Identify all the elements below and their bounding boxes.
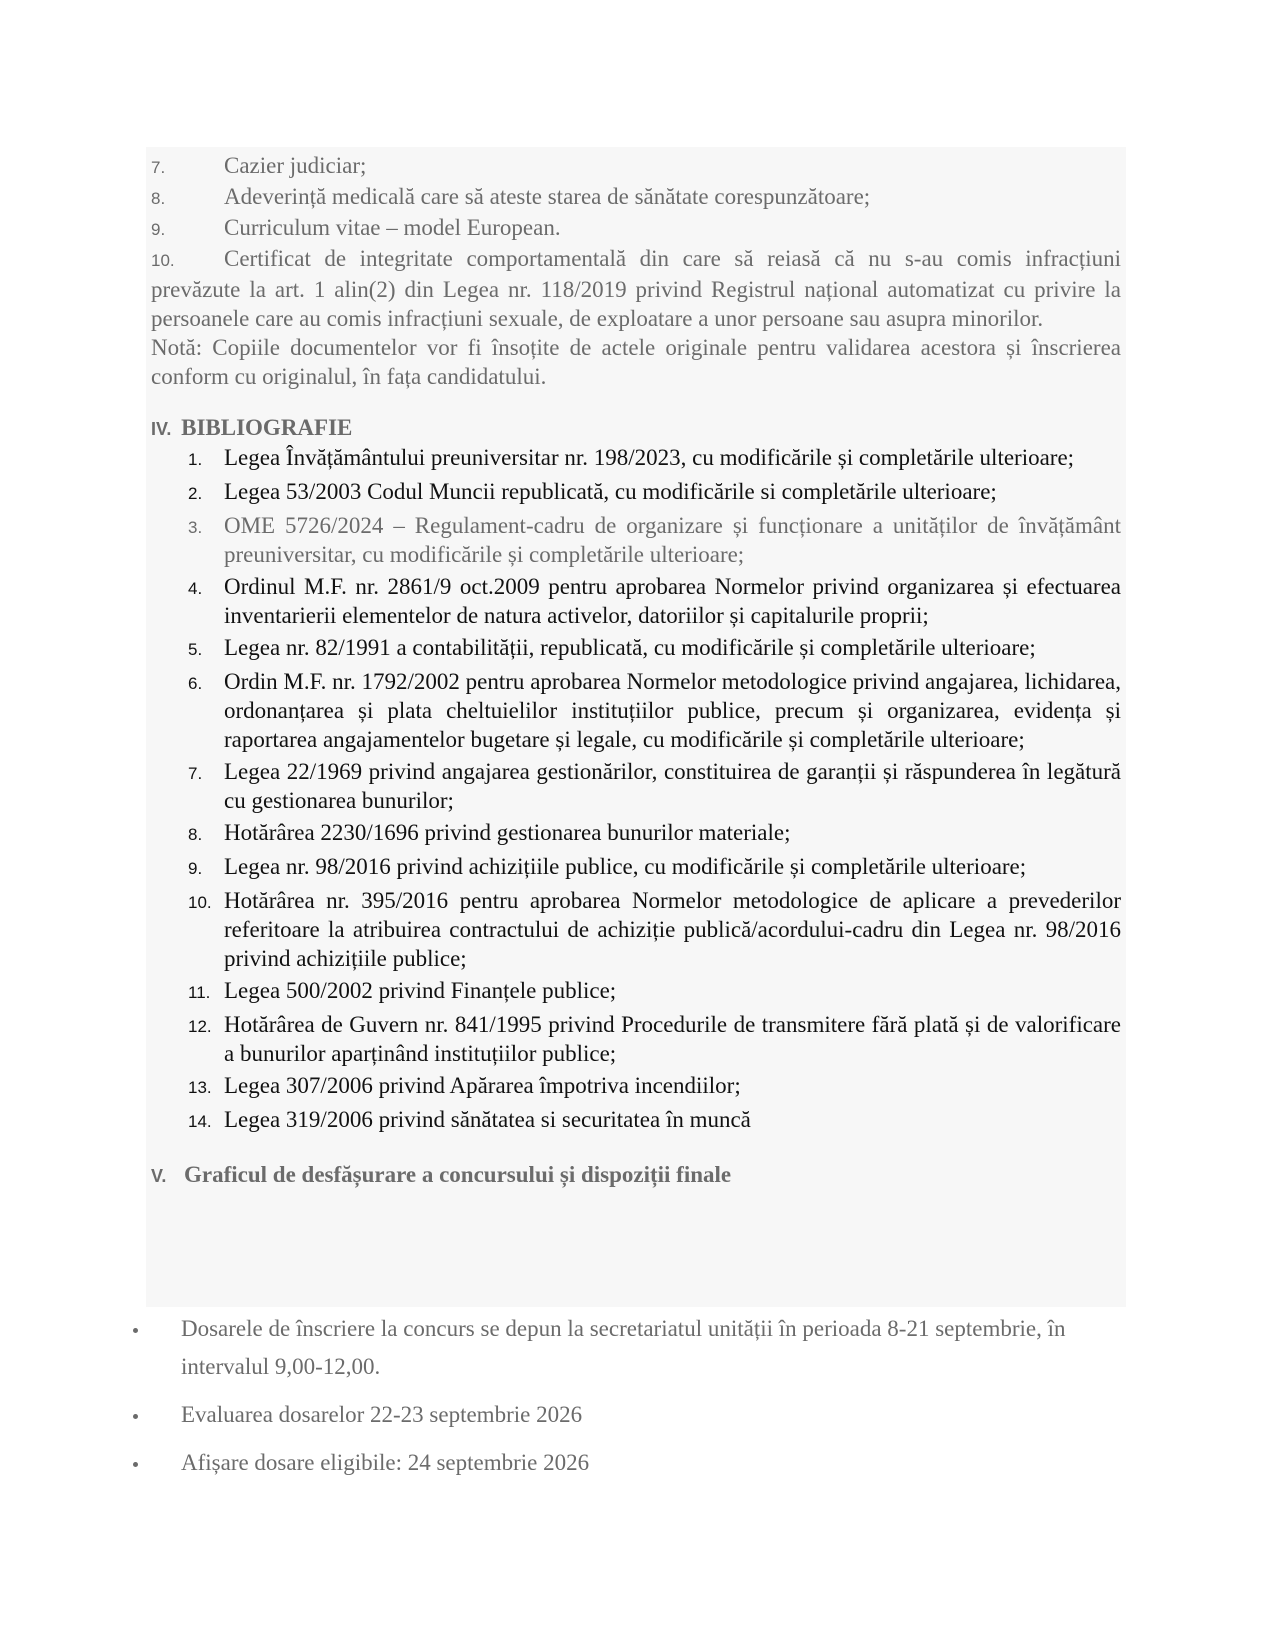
section-number: V.	[151, 1166, 167, 1186]
list-item	[151, 151, 1121, 182]
list-text: Ordinul M.F. nr. 2861/9 oct.2009 pentru aprobarea Normelor privind organizarea și efectuarea inventarierii elementelor de natura activelor, datoriilor și capitalurile proprii;	[224, 574, 1121, 628]
bibliography-item	[188, 818, 1121, 849]
bibliography-item	[188, 572, 1121, 630]
bibliography-list	[188, 443, 1121, 1136]
list-number: 3.	[188, 518, 203, 537]
list-number: 6.	[188, 674, 203, 693]
list-text: Legea 22/1969 privind angajarea gestionărilor, constituirea de garanții și răspunderea în legătură cu gestionarea bunurilor;	[224, 759, 1121, 813]
bibliography-item	[188, 976, 1121, 1007]
list-number: 9.	[188, 859, 203, 878]
list-text: Hotărârea 2230/1696 privind gestionarea bunurilor materiale;	[224, 820, 791, 845]
list-number: 4.	[188, 579, 203, 598]
bullet-item	[133, 1310, 1133, 1386]
bibliography-item	[188, 1105, 1121, 1136]
list-text: Legea 53/2003 Codul Muncii republicată, cu modificările si completările ulterioare;	[224, 479, 997, 504]
bibliography-item	[188, 443, 1121, 474]
schedule-bullet-list	[133, 1310, 1133, 1492]
list-number: 13.	[188, 1078, 212, 1097]
list-item-10	[151, 244, 1121, 333]
list-text: Hotărârea nr. 395/2016 pentru aprobarea Normelor metodologice de aplicare a prevederilor referitoare la atribuirea contractului de achiziție publică/acordului-cadru din Legea nr. 98/2016 privind achizițiile publice;	[224, 888, 1121, 971]
bibliography-item	[188, 886, 1121, 973]
list-number: 8.	[188, 825, 203, 844]
bibliography-item	[188, 852, 1121, 883]
list-number: 11.	[188, 983, 211, 1002]
list-number: 2.	[188, 484, 203, 503]
section-heading-schedule	[151, 1162, 1121, 1188]
bullet-item	[133, 1396, 1133, 1434]
bullet-text: Evaluarea dosarelor 22-23 septembrie 2026	[181, 1402, 583, 1427]
bibliography-item	[188, 511, 1121, 569]
list-text: Curriculum vitae – model European.	[224, 215, 561, 240]
bibliography-item	[188, 667, 1121, 754]
bullet-icon	[133, 1444, 181, 1482]
section-title: BIBLIOGRAFIE	[181, 415, 353, 440]
list-number: 1.	[188, 450, 203, 469]
list-text: Adeverință medicală care să ateste starea de sănătate corespunzătoare;	[224, 184, 871, 209]
list-number: 14.	[188, 1112, 212, 1131]
bibliography-item	[188, 477, 1121, 508]
list-text: OME 5726/2024 – Regulament-cadru de organizare și funcționare a unităților de învățământ preuniversitar, cu modificările și completările ulterioare;	[224, 513, 1121, 567]
list-text: Legea 500/2002 privind Finanțele publice;	[224, 978, 617, 1003]
list-text: Certificat de integritate comportamentală din care să reiasă că nu s-au comis infracțiuni prevăzute la art. 1 alin(2) din Legea nr. 118/2019 privind Registrul național automatizat cu privire la persoanele care au comis infracțiuni sexuale, de exploatare a unor persoane sau asupra minorilor.	[151, 246, 1121, 331]
bibliography-item	[188, 1010, 1121, 1068]
document-content	[151, 151, 1121, 1188]
section-title: Graficul de desfășurare a concursului și dispoziții finale	[184, 1162, 732, 1187]
bibliography-item	[188, 757, 1121, 815]
list-text: Legea Învățământului preuniversitar nr. 198/2023, cu modificările și completările ulterioare;	[224, 445, 1075, 470]
list-number: 8.	[151, 189, 166, 208]
list-text: Cazier judiciar;	[224, 153, 367, 178]
list-number: 10.	[151, 251, 175, 270]
list-number: 5.	[188, 640, 203, 659]
list-item	[151, 213, 1121, 244]
list-text: Hotărârea de Guvern nr. 841/1995 privind Procedurile de transmitere fără plată și de valorificare a bunurilor aparținând instituțiilor publice;	[224, 1012, 1121, 1066]
section-heading-bibliography	[151, 415, 1121, 441]
note-paragraph: Notă: Copiile documentelor vor fi însoțite de actele originale pentru validarea acestora și înscrierea conform cu originalul, în fața candidatului.	[151, 335, 1121, 389]
list-text: Legea 307/2006 privind Apărarea împotriva incendiilor;	[224, 1073, 741, 1098]
bullet-item	[133, 1444, 1133, 1482]
bullet-icon	[133, 1310, 181, 1386]
list-item	[151, 182, 1121, 213]
list-number: 7.	[188, 764, 203, 783]
bullet-text: Dosarele de înscriere la concurs se depun la secretariatul unității în perioada 8-21 septembrie, în intervalul 9,00-12,00.	[181, 1316, 1066, 1379]
bullet-text: Afișare dosare eligibile: 24 septembrie 2026	[181, 1450, 590, 1475]
bullet-icon	[133, 1396, 181, 1434]
list-text: Legea nr. 98/2016 privind achizițiile publice, cu modificările și completările ulterioare;	[224, 854, 1027, 879]
list-number: 12.	[188, 1017, 212, 1036]
list-text: Legea 319/2006 privind sănătatea si securitatea în muncă	[224, 1107, 751, 1132]
list-number: 9.	[151, 220, 166, 239]
list-text: Ordin M.F. nr. 1792/2002 pentru aprobarea Normelor metodologice privind angajarea, lichidarea, ordonanțarea și plata cheltuielilor instituțiilor publice, precum și organizarea, evidența și raportarea angajamentelor bugetare și legale, cu modificările și completările ulterioare;	[224, 669, 1121, 752]
list-number: 7.	[151, 158, 166, 177]
list-text: Legea nr. 82/1991 a contabilității, republicată, cu modificările și completările ulterioare;	[224, 635, 1036, 660]
bibliography-item	[188, 1071, 1121, 1102]
section-number: IV.	[151, 419, 172, 439]
list-number: 10.	[188, 893, 212, 912]
bibliography-item	[188, 633, 1121, 664]
